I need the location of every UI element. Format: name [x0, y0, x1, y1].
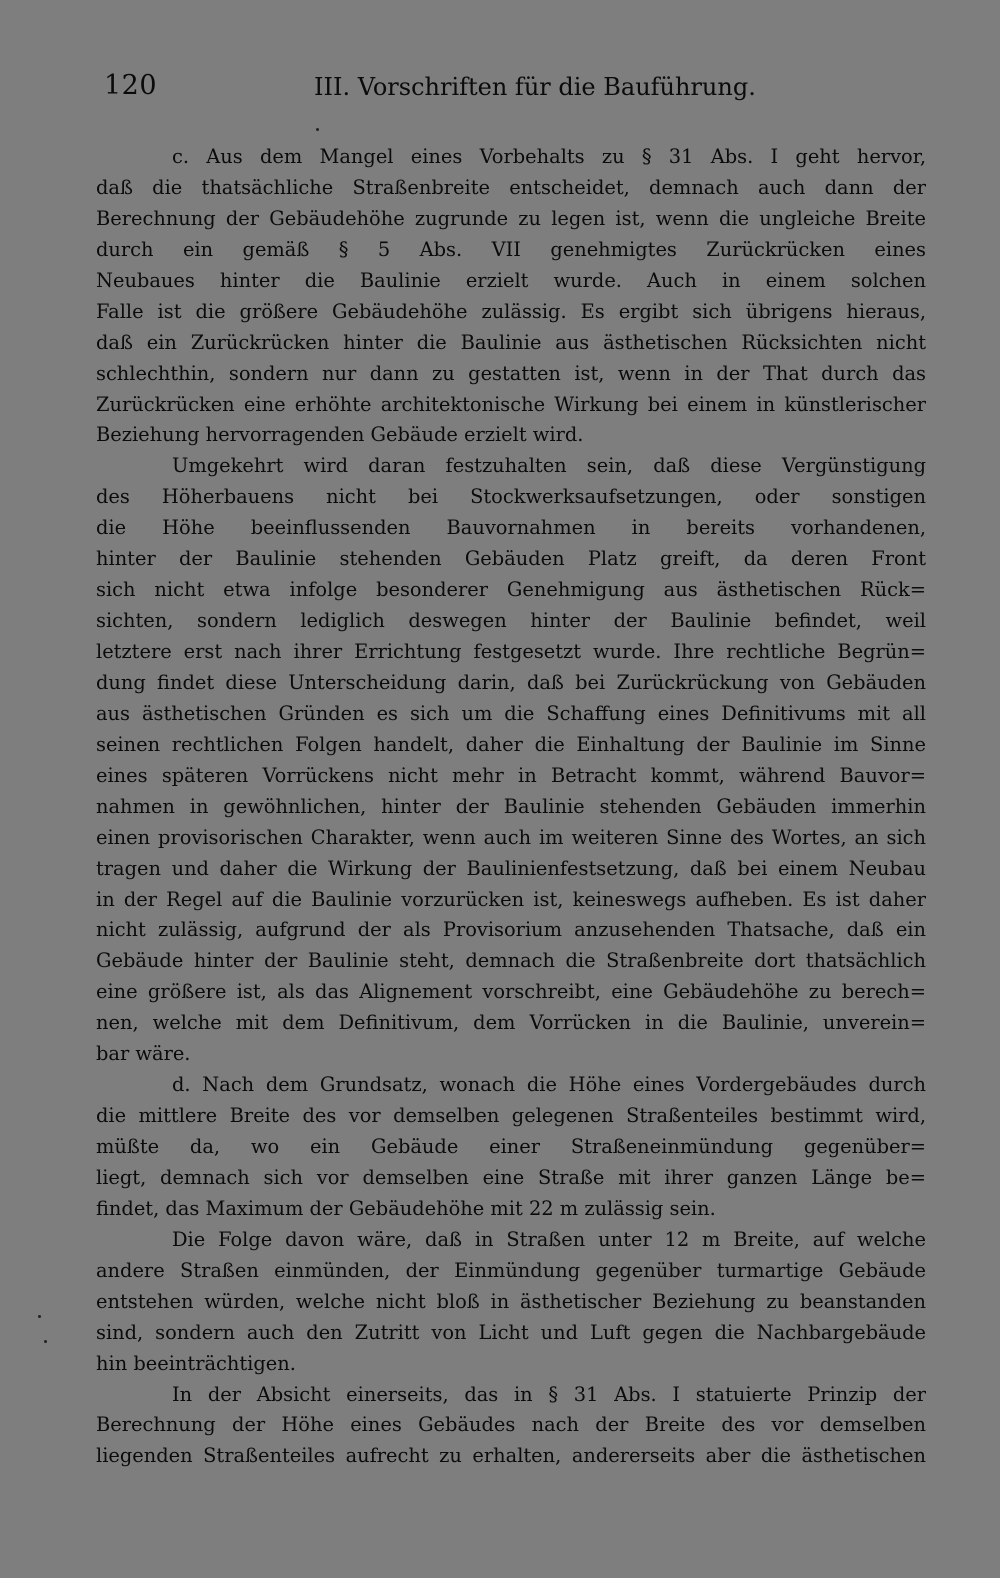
text-line: aus ästhetischen Gründen es sich um die Schaffung eines Definitivums mit all	[96, 701, 926, 725]
paragraph	[96, 1380, 926, 1473]
running-head: III. Vorschriften für die Bauführung.	[314, 73, 756, 101]
text-line: hin beeinträchtigen.	[96, 1351, 296, 1375]
text-line: liegt, demnach sich vor demselben eine Straße mit ihrer ganzen Länge be=	[96, 1165, 926, 1189]
print-speck	[44, 1340, 47, 1343]
text-line: sichten, sondern lediglich deswegen hinter der Baulinie befindet, weil	[96, 609, 926, 633]
text-line: müßte da, wo ein Gebäude einer Straßeneinmündung gegenüber=	[96, 1135, 926, 1158]
text-line: sich nicht etwa infolge besonderer Genehmigung aus ästhetischen Rück=	[96, 578, 926, 602]
paragraph	[96, 142, 926, 451]
text-line: c. Aus dem Mangel eines Vorbehalts zu § 31 Abs. I geht hervor,	[172, 145, 926, 168]
page-header	[104, 70, 924, 110]
text-line: Beziehung hervorragenden Gebäude erzielt wird.	[96, 423, 584, 447]
text-line: In der Absicht einerseits, das in § 31 Abs. I statuierte Prinzip der	[172, 1382, 926, 1406]
text-line: letztere erst nach ihrer Errichtung festgesetzt wurde. Ihre rechtliche Begrün=	[96, 640, 926, 663]
paragraph	[96, 1225, 926, 1380]
text-line: bar wäre.	[96, 1042, 191, 1066]
text-line: in der Regel auf die Baulinie vorzurücken ist, keineswegs aufheben. Es ist daher	[96, 887, 926, 911]
text-line: seinen rechtlichen Folgen handelt, daher die Einhaltung der Baulinie im Sinne	[96, 732, 926, 756]
text-line: die mittlere Breite des vor demselben gelegenen Straßenteiles bestimmt wird,	[96, 1104, 926, 1128]
print-speck	[38, 1315, 41, 1318]
text-line: Die Folge davon wäre, daß in Straßen unter 12 m Breite, auf welche	[172, 1227, 926, 1251]
text-line: Zurückrücken eine erhöhte architektonische Wirkung bei einem in künstlerischer	[96, 392, 926, 416]
text-line: schlechthin, sondern nur dann zu gestatten ist, wenn in der That durch das	[96, 361, 926, 385]
text-line: Falle ist die größere Gebäudehöhe zulässig. Es ergibt sich übrigens hieraus,	[96, 299, 926, 323]
text-line: Berechnung der Gebäudehöhe zugrunde zu legen ist, wenn die ungleiche Breite	[96, 206, 926, 230]
text-line: eine größere ist, als das Alignement vorschreibt, eine Gebäudehöhe zu berech=	[96, 980, 926, 1004]
text-line: daß die thatsächliche Straßenbreite entscheidet, demnach auch dann der	[96, 175, 926, 199]
text-line: entstehen würden, welche nicht bloß in ästhetischer Beziehung zu beanstanden	[96, 1289, 926, 1313]
text-line: nahmen in gewöhnlichen, hinter der Baulinie stehenden Gebäuden immerhin	[96, 794, 926, 818]
paragraph	[96, 451, 926, 1070]
text-line: Berechnung der Höhe eines Gebäudes nach der Breite des vor demselben	[96, 1413, 926, 1437]
text-line: Gebäude hinter der Baulinie steht, demnach die Straßenbreite dort thatsächlich	[96, 949, 926, 973]
page-number: 120	[104, 70, 158, 101]
text-line: sind, sondern auch den Zutritt von Licht und Luft gegen die Nachbargebäude	[96, 1320, 926, 1344]
text-line: die Höhe beeinflussenden Bauvornahmen in bereits vorhandenen,	[96, 516, 926, 540]
text-line: Umgekehrt wird daran festzuhalten sein, daß diese Vergünstigung	[172, 454, 926, 478]
text-line: d. Nach dem Grundsatz, wonach die Höhe eines Vordergebäudes durch	[172, 1073, 926, 1097]
text-line: tragen und daher die Wirkung der Baulinienfestsetzung, daß bei einem Neubau	[96, 856, 926, 880]
text-line: einen provisorischen Charakter, wenn auch im weiteren Sinne des Wortes, an sich	[96, 825, 926, 849]
text-line: hinter der Baulinie stehenden Gebäuden Platz greift, da deren Front	[96, 547, 926, 571]
text-line: nicht zulässig, aufgrund der als Provisorium anzusehenden Thatsache, daß ein	[96, 918, 926, 942]
text-line: Neubaues hinter die Baulinie erzielt wurde. Auch in einem solchen	[96, 268, 926, 292]
text-line: durch ein gemäß § 5 Abs. VII genehmigtes Zurückrücken eines	[96, 237, 926, 261]
text-line: findet, das Maximum der Gebäudehöhe mit 22 m zulässig sein.	[96, 1196, 716, 1220]
paragraph	[96, 1070, 926, 1225]
text-line: nen, welche mit dem Definitivum, dem Vorrücken in die Baulinie, unverein=	[96, 1011, 926, 1035]
text-line: dung findet diese Unterscheidung darin, daß bei Zurückrückung von Gebäuden	[96, 670, 926, 694]
text-line: liegenden Straßenteiles aufrecht zu erhalten, andererseits aber die ästhetischen	[96, 1444, 926, 1468]
print-speck	[316, 128, 319, 131]
text-line: des Höherbauens nicht bei Stockwerksaufsetzungen, oder sonstigen	[96, 485, 926, 509]
body-text	[96, 142, 926, 1472]
text-line: eines späteren Vorrückens nicht mehr in Betracht kommt, während Bauvor=	[96, 763, 926, 787]
text-line: daß ein Zurückrücken hinter die Baulinie aus ästhetischen Rücksichten nicht	[96, 330, 926, 354]
text-line: andere Straßen einmünden, der Einmündung gegenüber turmartige Gebäude	[96, 1258, 926, 1282]
